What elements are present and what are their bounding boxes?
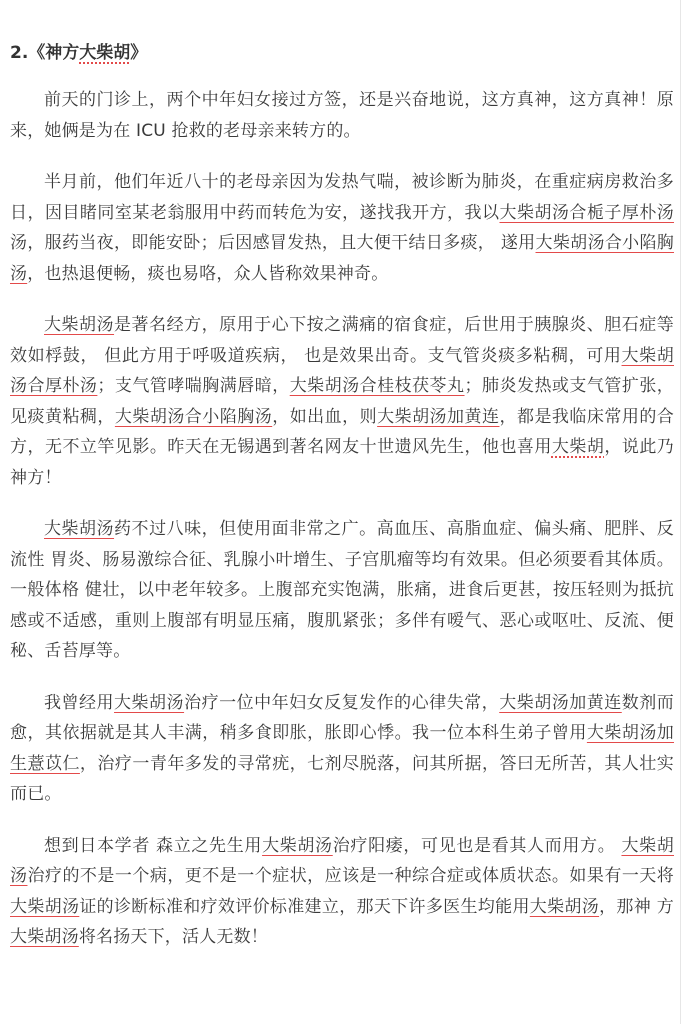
text-run: 是著名经方，原用于心下按之满痛的宿食症，后世用于胰腺炎、胆石症等效如桴鼓， 但此方用于呼吸道疾病， 也是效果出奇。支气管炎痰多粘稠，可用 [10,315,674,366]
text-run: 半月前，他们年近八十的老母亲因为发热气喘，被诊断为肺炎，在重症病房救治多日，因目睹同室某老翁服用中药而转危为安，遂找我开方，我以 [10,172,674,223]
text-run: 想到日本学者 森立之先生用 [44,835,263,856]
paragraph-2 [10,167,674,289]
text-run: ；肺炎发热或支气管扩张，见痰黄粘稠， [10,376,675,427]
article-body [10,38,674,974]
text-run: ，如出血，则 [272,406,378,427]
formula-keyword: 大柴胡汤合厚朴汤 [10,345,674,396]
paragraph-5 [10,688,674,810]
formula-keyword: 大柴胡汤加黄连 [499,692,622,713]
formula-keyword: 大柴胡汤加黄连 [377,406,500,427]
section-heading [10,38,674,68]
text-run: 治疗阳痿，可见也是看其人而用方。 [332,835,622,856]
formula-keyword: 大柴胡汤 [44,519,115,539]
formula-keyword: 大柴胡汤合桂枝茯苓丸 [289,376,465,396]
text-run: 药不过八味，但使用面非常之广。高血压、高脂血症、偏头痛、肥胖、反流性 胃炎、肠易激综合征、乳腺小叶增生、子宫肌瘤等均有效果。但必须要看其体质。一般体格 健壮，以中老年较多。上腹部充实饱满，胀痛，进食后更甚，按压轻则为抵抗感或不适感，重则上腹部有明显压痛，腹肌紧张；多伴有嗳气、恶心或呕吐、反流、便秘、舌苔厚等。 [10,519,674,661]
paragraph-4 [10,514,674,667]
formula-keyword: 大柴胡汤合栀子厚朴汤 [499,202,674,223]
formula-keyword: 大柴胡汤 [10,835,674,886]
formula-keyword: 大柴胡汤合小陷胸汤 [10,233,674,284]
formula-keyword: 大柴胡汤 [529,896,600,917]
formula-keyword: 大柴胡汤合小陷胸汤 [114,406,273,427]
heading-suffix: 》 [130,43,148,63]
formula-keyword: 大柴胡汤加生薏苡仁 [10,723,674,774]
paragraph-1 [10,85,674,146]
page-edge-rule [680,0,681,1024]
text-run: 治疗的不是一个病，更不是一个症状，应该是一种综合症或体质状态。如果有一天将 [27,866,674,886]
formula-keyword: 大柴胡汤 [114,692,185,713]
paragraph-list [10,85,674,953]
text-run: 将名扬天下，活人无数！ [78,927,269,947]
text-run: ，都是我临床常用的合方，无不立竿见影。昨天在无锡遇到著名网友十世遗风先生，他也喜用 [10,406,675,457]
heading-name: 大柴胡 [79,43,131,63]
paragraph-3 [10,310,674,493]
formula-keyword: 大柴胡汤 [10,927,79,947]
text-run: ，那神 方 [599,896,674,917]
spellcheck-word: 大柴胡 [551,437,605,457]
formula-keyword: 大柴胡汤 [262,835,333,856]
text-run: ，治疗一青年多发的寻常疣，七剂尽脱落，问其所据，答曰无所苦，其人壮实而已。 [10,753,674,804]
text-run: 数剂而愈，其依据就是其人丰满，稍多食即胀，胀即心悸。我一位本科生弟子曾用 [10,692,674,743]
text-run: 前天的门诊上，两个中年妇女接过方签，还是兴奋地说，这方真神，这方真神！原来，她俩是为在 ICU 抢救的老母亲来转方的。 [10,90,674,141]
formula-keyword: 大柴胡汤 [10,896,80,917]
text-run: 我曾经用 [44,692,115,713]
text-run: 证的诊断标准和疗效评价标准建立，那天下许多医生均能用 [79,896,530,917]
text-run: 治疗一位中年妇女反复发作的心律失常， [184,692,500,713]
text-run: ；支气管哮喘胸满唇暗， [97,376,290,396]
text-run: ，也热退便畅，痰也易咯，众人皆称效果神奇。 [27,263,389,284]
heading-prefix: 2.《神方 [10,43,80,63]
text-run: 汤，服药当夜，即能安卧；后因感冒发热，且大便干结日多痰， 遂用 [10,233,536,253]
paragraph-6 [10,831,674,953]
text-run: ，说此乃神方！ [10,437,675,488]
formula-keyword: 大柴胡汤 [44,315,115,335]
